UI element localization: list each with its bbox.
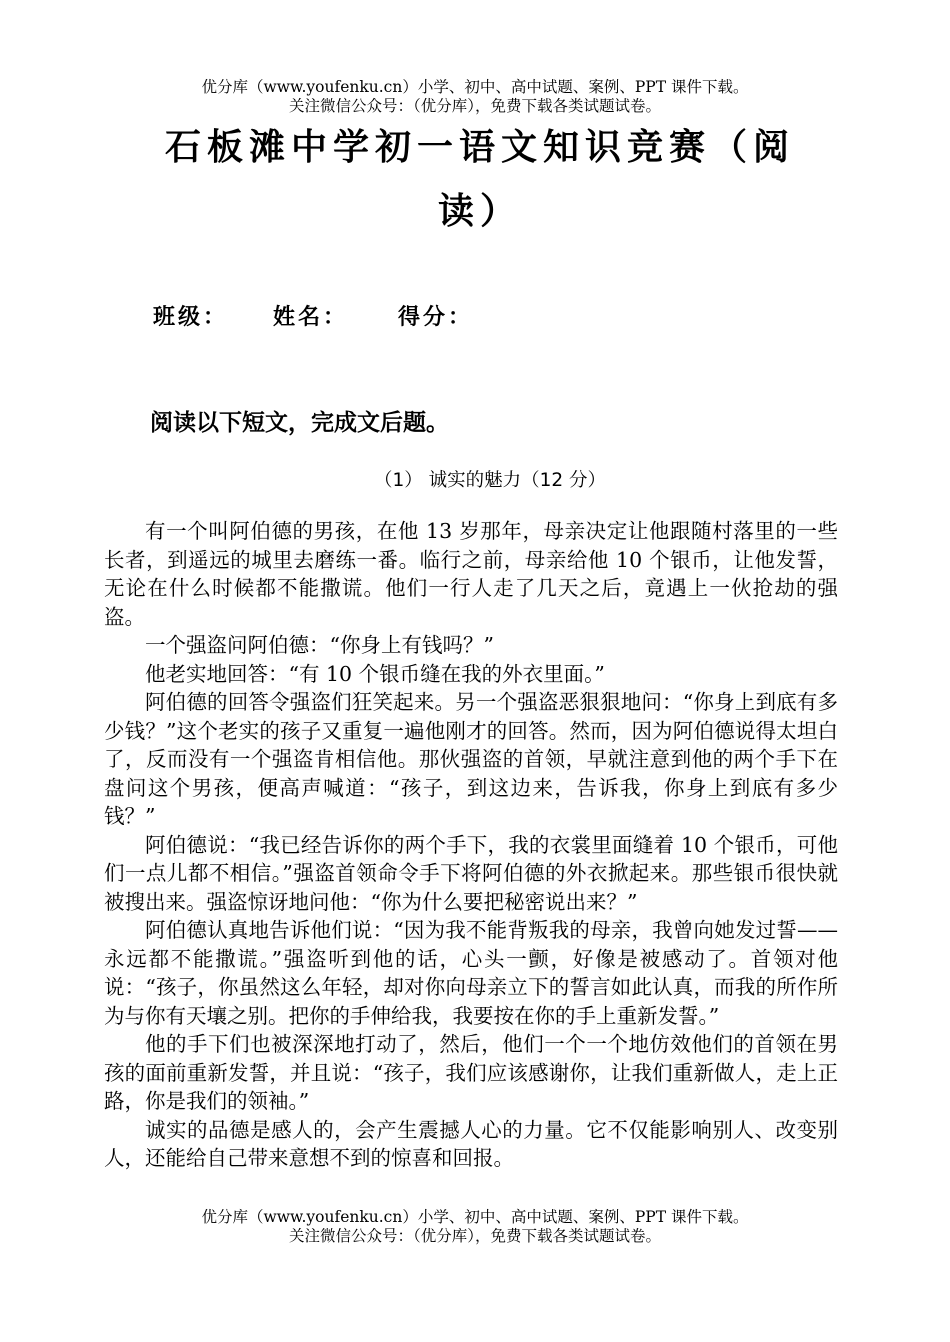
paragraph: 阿伯德认真地告诉他们说：“因为我不能背叛我的母亲，我曾向她发过誓——永远都不能撒谎。”强盗听到他的话，心头一颤，好像是被感动了。首领对他说：“孩子，你虽然这么年轻，却对你向母亲立下的誓言如此认真，而我的所作所为与你有天壤之别。把你的手伸给我，我要按在你的手上重新发誓。” — [104, 918, 838, 1028]
footer-line-1: 优分库（www.youfenku.cn）小学、初中、高中试题、案例、PPT 课件下载。 — [201, 1208, 749, 1226]
name-label: 姓名： — [273, 305, 349, 330]
header-line-2: 关注微信公众号：（优分库），免费下载各类试题试卷。 — [288, 97, 661, 115]
student-info-fields — [153, 300, 473, 331]
footer-line-2: 关注微信公众号：（优分库），免费下载各类试题试卷。 — [288, 1227, 661, 1245]
paragraph: 有一个叫阿伯德的男孩，在他 13 岁那年，母亲决定让他跟随村落里的一些长者，到遥远的城里去磨练一番。临行之前，母亲给他 10 个银币，让他发誓，无论在什么时候都不能撒谎。他们一行人走了几天之后，竟遇上一伙抢劫的强盗。 — [104, 519, 838, 629]
instruction: 阅读以下短文，完成文后题。 — [150, 410, 449, 436]
paragraph: 阿伯德的回答令强盗们狂笑起来。另一个强盗恶狠狠地问：“你身上到底有多少钱？”这个老实的孩子又重复一遍他刚才的回答。然而，因为阿伯德说得太坦白了，反而没有一个强盗肯相信他。那伙强盗的首领，早就注意到他的两个手下在盘问这个男孩，便高声喊道：“孩子，到这边来，告诉我，你身上到底有多少钱？” — [104, 690, 838, 828]
page-footer — [0, 1208, 950, 1246]
paragraph: 他的手下们也被深深地打动了，然后，他们一个一个地仿效他们的首领在男孩的面前重新发誓，并且说：“孩子，我们应该感谢你，让我们重新做人，走上正路，你是我们的领袖。” — [104, 1032, 838, 1113]
document-title — [150, 118, 810, 242]
score-label: 得分： — [398, 305, 474, 330]
class-label: 班级： — [153, 305, 229, 330]
title-line-1: 石板滩中学初一语文知识竞赛（阅 — [164, 127, 795, 168]
paragraph: 他老实地回答：“有 10 个银币缝在我的外衣里面。” — [145, 661, 605, 686]
header-line-1: 优分库（www.youfenku.cn）小学、初中、高中试题、案例、PPT 课件下载。 — [201, 78, 749, 96]
section-title: （1） 诚实的魅力（12 分） — [373, 470, 607, 491]
article-body — [104, 517, 838, 1173]
title-line-2: 读） — [437, 191, 522, 232]
paragraph: 一个强盗问阿伯德：“你身上有钱吗？” — [145, 633, 494, 657]
page-header — [0, 78, 950, 116]
paragraph: 诚实的品德是感人的，会产生震撼人心的力量。它不仅能影响别人、改变别人，还能给自己带来意想不到的惊喜和回报。 — [104, 1117, 838, 1170]
paragraph: 阿伯德说：“我已经告诉你的两个手下，我的衣裳里面缝着 10 个银币，可他们一点儿都不相信。”强盗首领命令手下将阿伯德的外衣掀起来。那些银币很快就被搜出来。强盗惊讶地问他：“你为什么要把秘密说出来？” — [104, 832, 838, 914]
